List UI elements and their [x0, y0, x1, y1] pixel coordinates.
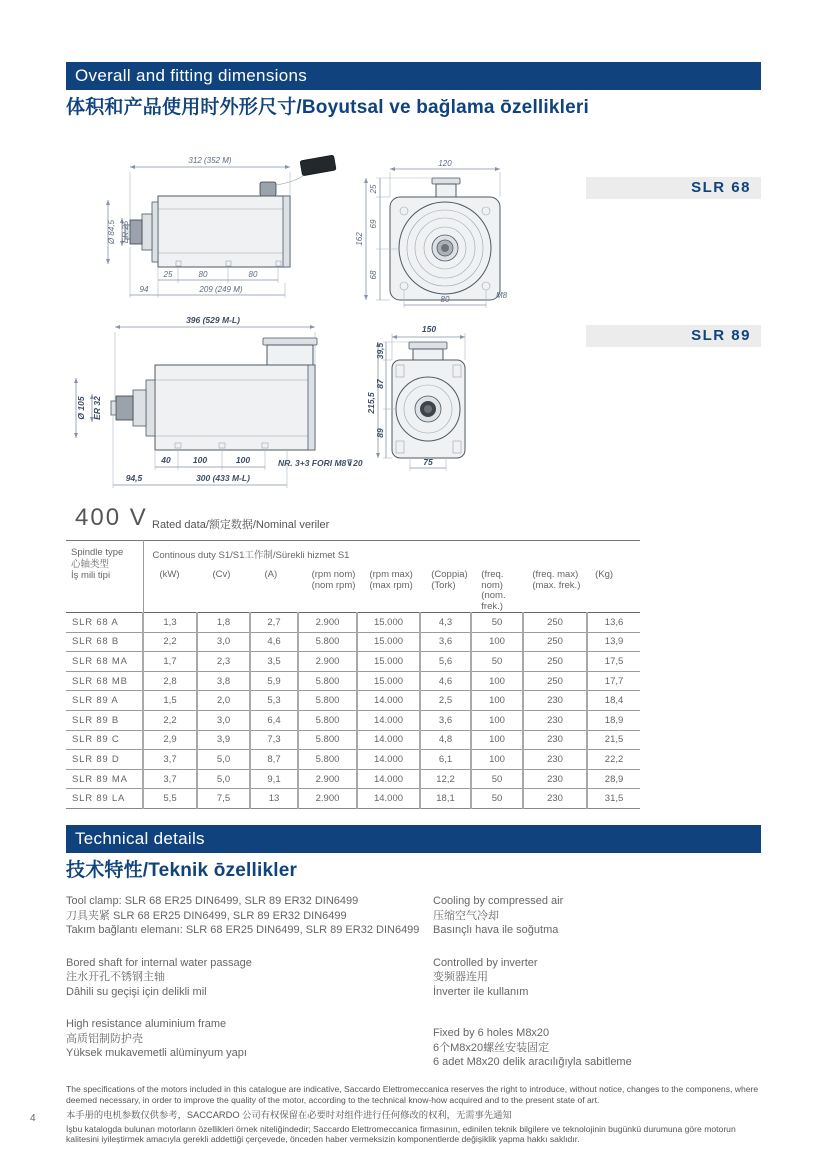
spec-cell: 18,9	[587, 710, 640, 730]
disclaimer-en: The specifications of the motors included in this catalogue are indicative, Saccardo Elettromeccanica reserves the right to introduce, without notice, changes to the componens, where deemed necessary, in order to improve the quality of the motor, according to the technical know-how acquired and to the present state of art.	[66, 1084, 759, 1105]
spec-cell: 50	[471, 789, 523, 809]
spec-cell: 7,5	[197, 789, 250, 809]
section-bar-technical	[66, 825, 761, 853]
table-row	[66, 750, 640, 770]
spec-cell: 4,8	[420, 730, 471, 750]
spec-cell: 5,3	[250, 691, 298, 711]
spec-cell: 21,5	[587, 730, 640, 750]
spec-cell: 7,3	[250, 730, 298, 750]
spec-cell: 9,1	[250, 769, 298, 789]
spindle-type-cell: SLR 89 B	[66, 710, 143, 730]
section-subtitle: 体积和产品使用时外形尺寸/Boyutsal ve bağlama ōzellikleri	[66, 97, 589, 118]
section-bar-dimensions	[66, 62, 761, 90]
dim-label: 209 (249 M)	[199, 285, 243, 294]
dim-label: 215,5	[366, 392, 376, 414]
spec-cell: 100	[471, 730, 523, 750]
spec-cell: 1,5	[143, 691, 197, 711]
page-number: 4	[30, 1113, 36, 1124]
section-title: Overall and fitting dimensions	[75, 66, 308, 85]
spec-cell: 250	[523, 632, 587, 652]
spec-cell: 13,9	[587, 632, 640, 652]
spec-cell: 3,6	[420, 632, 471, 652]
spec-cell: 3,0	[197, 632, 250, 652]
spec-cell: 8,7	[250, 750, 298, 770]
spec-cell: 230	[523, 750, 587, 770]
dim-label: M8	[496, 291, 508, 300]
tech-paragraph: Tool clamp: SLR 68 ER25 DIN6499, SLR 89 ER32 DIN6499 刀具夹紧 SLR 68 ER25 DIN6499, SLR 89 ER32 DIN6499 Takım bağlantı elemanı: SLR 68 ER25 DIN6499, SLR 89 ER32 DIN6499	[66, 895, 420, 936]
spec-table	[66, 540, 640, 809]
spec-cell: 15.000	[357, 613, 420, 633]
dim-label: Ø 84,5	[107, 219, 116, 245]
spec-cell: 2,0	[197, 691, 250, 711]
dim-label: 150	[421, 324, 437, 334]
spec-cell: 230	[523, 730, 587, 750]
spindle-type-cell: SLR 68 B	[66, 632, 143, 652]
spec-cell: 5,9	[250, 671, 298, 691]
rated-data-label: Rated data/额定数据/Nominal veriler	[152, 519, 330, 531]
spec-cell: 15.000	[357, 632, 420, 652]
spec-cell: 18,4	[587, 691, 640, 711]
spec-cell: 50	[471, 613, 523, 633]
spec-cell: 5,0	[197, 750, 250, 770]
spec-cell: 17,5	[587, 652, 640, 672]
dim-label: 396 (529 M-L)	[186, 315, 240, 325]
dim-label: 68	[369, 270, 378, 280]
spec-cell: 31,5	[587, 789, 640, 809]
spec-cell: 4,6	[250, 632, 298, 652]
spec-cell: 230	[523, 710, 587, 730]
tech-right-column	[433, 894, 773, 1085]
spec-cell: 2.900	[298, 652, 357, 672]
spec-cell: 2,9	[143, 730, 197, 750]
table-row	[66, 730, 640, 750]
dim-label: 69	[369, 219, 378, 229]
dim-label: 25	[163, 270, 173, 279]
dim-label: 94,5	[125, 473, 143, 483]
spec-cell: 3,0	[197, 710, 250, 730]
spec-cell: 50	[471, 769, 523, 789]
spec-cell: 5.800	[298, 750, 357, 770]
disclaimer-cn: 本手册的电机参数仅供参考，SACCARDO 公司有权保留在必要时对组件进行任何修改的权利，无需事先通知	[66, 1109, 512, 1120]
dim-label: ER 32	[92, 396, 102, 420]
disclaimer	[66, 1084, 768, 1145]
dim-label: 87	[375, 379, 385, 389]
spec-table-body	[66, 613, 640, 809]
spec-cell: 5.800	[298, 710, 357, 730]
spindle-type-cell: SLR 89 A	[66, 691, 143, 711]
spec-cell: 2,3	[197, 652, 250, 672]
spec-cell: 2.900	[298, 613, 357, 633]
tech-left-column	[66, 894, 438, 1076]
spec-cell: 17,7	[587, 671, 640, 691]
dim-label: 100	[235, 455, 251, 465]
spindle-type-cell: SLR 89 LA	[66, 789, 143, 809]
spec-table-wrap	[66, 540, 640, 809]
spec-cell: 250	[523, 652, 587, 672]
dim-label: 300 (433 M-L)	[196, 473, 250, 483]
dim-label: 162	[355, 232, 364, 246]
dim-label: 312 (352 M)	[188, 156, 232, 165]
dim-label: ER 25	[121, 220, 130, 244]
spec-cell: 2,2	[143, 632, 197, 652]
spec-cell: 230	[523, 691, 587, 711]
slr68-front-drawing	[356, 158, 514, 310]
spec-cell: 3,7	[143, 750, 197, 770]
holes-note: NR. 3+3 FORI M8⊽20	[278, 458, 363, 468]
disclaimer-tr: İşbu katalogda bulunan motorların özellikleri örnek niteliğindedir; Saccardo Elettromeccanica firmasının, edinilen teknik bilgilere ve teknolojinin bugünkü durumuna göre motorun kalitesini iyileştirmek amacıyla gerekli addettiği çerçevede, önceden haber vermeksizin komponentlerde değişiklik yapma hakkı saklıdır.	[66, 1123, 736, 1145]
table-row	[66, 613, 640, 633]
spec-cell: 2,5	[420, 691, 471, 711]
spec-cell: 28,9	[587, 769, 640, 789]
spec-cell: 15.000	[357, 652, 420, 672]
spec-cell: 14.000	[357, 710, 420, 730]
dim-label: 40	[161, 455, 171, 465]
spec-cell: 230	[523, 789, 587, 809]
spindle-type-cell: SLR 89 MA	[66, 769, 143, 789]
spindle-type-cell: SLR 68 MB	[66, 671, 143, 691]
spec-cell: 3,5	[250, 652, 298, 672]
spec-cell: 2.900	[298, 789, 357, 809]
spec-cell: 5.800	[298, 671, 357, 691]
column-headers: (kW) (Cv) (A) (rpm nom) (nom rpm) (rpm max) (max rpm) (Coppia) (Tork) (freq. nom) (nom. frek.) (freq. max) (max. frek.) (Kg)	[159, 569, 614, 612]
spec-cell: 100	[471, 671, 523, 691]
spec-cell: 1,3	[143, 613, 197, 633]
spec-cell: 14.000	[357, 730, 420, 750]
spindle-type-cell: SLR 89 D	[66, 750, 143, 770]
spec-cell: 250	[523, 671, 587, 691]
spec-cell: 100	[471, 750, 523, 770]
model-label-slr68: SLR 68	[586, 177, 761, 199]
voltage-value: 400 V	[75, 504, 148, 531]
table-row	[66, 769, 640, 789]
spec-cell: 5.800	[298, 632, 357, 652]
spec-cell: 100	[471, 632, 523, 652]
spec-cell: 14.000	[357, 691, 420, 711]
spec-cell: 4,3	[420, 613, 471, 633]
spec-cell: 100	[471, 691, 523, 711]
slr68-side-drawing	[100, 152, 350, 304]
dim-label: 80	[248, 270, 258, 279]
spec-cell: 3,8	[197, 671, 250, 691]
spec-cell: 14.000	[357, 789, 420, 809]
spec-cell: 50	[471, 652, 523, 672]
spec-cell: 12,2	[420, 769, 471, 789]
spec-cell: 5.800	[298, 691, 357, 711]
dim-label: 100	[192, 455, 208, 465]
spec-cell: 5,5	[143, 789, 197, 809]
spec-cell: 13,6	[587, 613, 640, 633]
spec-cell: 15.000	[357, 671, 420, 691]
spec-cell: 13	[250, 789, 298, 809]
spec-cell: 2.900	[298, 769, 357, 789]
dim-label: 75	[423, 457, 433, 467]
spec-cell: 6,4	[250, 710, 298, 730]
technical-subtitle: 技术特性/Teknik ōzellikler	[66, 860, 298, 881]
dim-label: 120	[438, 159, 452, 168]
model-label-slr89: SLR 89	[586, 325, 761, 347]
table-row	[66, 789, 640, 809]
dim-label: 25	[369, 184, 378, 194]
spec-cell: 22,2	[587, 750, 640, 770]
spec-cell: 5,0	[197, 769, 250, 789]
dim-label: 94	[139, 285, 149, 294]
table-row	[66, 671, 640, 691]
spec-cell: 6,1	[420, 750, 471, 770]
spindle-type-cell: SLR 68 MA	[66, 652, 143, 672]
table-row	[66, 632, 640, 652]
dim-label: 89	[375, 428, 385, 438]
dim-label: 80	[440, 295, 450, 304]
spec-cell: 2,7	[250, 613, 298, 633]
table-row	[66, 691, 640, 711]
spec-cell: 250	[523, 613, 587, 633]
table-row	[66, 652, 640, 672]
spindle-type-cell: SLR 89 C	[66, 730, 143, 750]
spindle-type-cell: SLR 68 A	[72, 616, 119, 628]
tech-paragraph: Cooling by compressed air 压缩空气冷却 Basınçlı hava ile soğutma	[433, 895, 564, 936]
spec-cell: 230	[523, 769, 587, 789]
section-title: Technical details	[75, 829, 205, 848]
slr89-front-drawing	[366, 318, 502, 480]
spec-cell: 3,9	[197, 730, 250, 750]
spec-cell: 4,6	[420, 671, 471, 691]
tech-paragraph: Controlled by inverter 变频器连用 İnverter ile kullanım	[433, 956, 538, 998]
spec-cell: 5,6	[420, 652, 471, 672]
table-row	[66, 710, 640, 730]
duty-header: Continous duty S1/S1工作制/Sürekli hizmet S1 (kW) (Cv) (A) (rpm nom) (nom rpm) (rpm max) (max rpm) (Coppia) (Tork) (freq. nom) (nom. frek.) (freq. max) (max. frek.) (Kg)	[143, 541, 640, 613]
spec-cell: 1,8	[197, 613, 250, 633]
spindle-type-header: Spindle type 心轴类型 İş mili tipi	[71, 547, 124, 581]
tech-paragraph: Fixed by 6 holes M8x20 6个M8x20螺丝安装固定 6 adet M8x20 delik aracılığıyla sabitleme	[433, 1027, 632, 1068]
spec-cell: 1,7	[143, 652, 197, 672]
tech-paragraph: Bored shaft for internal water passage 注水开孔不锈钢主轴 Dâhili su geçişi için delikli mil	[66, 956, 252, 998]
spec-cell: 5.800	[298, 730, 357, 750]
spec-cell: 100	[471, 710, 523, 730]
dim-label: 39,5	[375, 342, 385, 360]
dim-label: 80	[198, 270, 208, 279]
dim-label: Ø 105	[76, 396, 86, 420]
spec-cell: 3,7	[143, 769, 197, 789]
tech-paragraph: High resistance aluminium frame 高质铝制防护壳 Yüksek mukavemetli alüminyum yapı	[66, 1018, 247, 1059]
spec-cell: 2,8	[143, 671, 197, 691]
spec-cell: 3,6	[420, 710, 471, 730]
spec-cell: 18,1	[420, 789, 471, 809]
spec-cell: 14.000	[357, 769, 420, 789]
spec-cell: 14.000	[357, 750, 420, 770]
spec-cell: 2,2	[143, 710, 197, 730]
